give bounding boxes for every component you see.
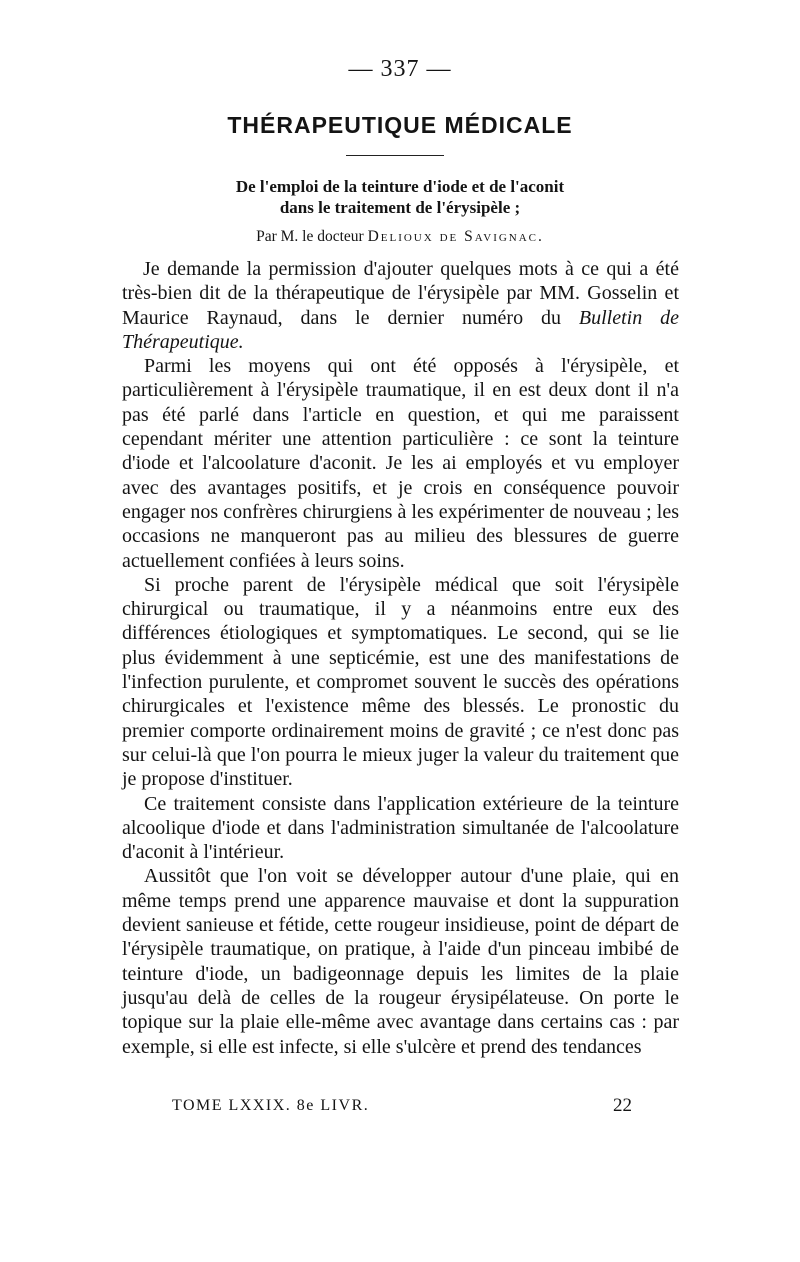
paragraph-2: Parmi les moyens qui ont été opposés à l'érysipèle, et particulièrement à l'érysipèle traumatique, il en est deux dont il n'a pas été parlé dans l'article en question, et qui me paraissent cependant mériter une attention particulière : ce sont la teinture d'iode et l'alcoolature d'aconit. Je les ai employés et vu employer avec des avantages positifs, et je crois en conséquence pouvoir engager nos confrères chirurgiens à les expérimenter de nouveau ; les occasions ne manqueront pas au milieu des blessures de guerre actuellement confiées à leurs soins.: [122, 355, 679, 572]
paragraph-4: Ce traitement consiste dans l'application extérieure de la teinture alcoolique d'iode et dans l'administration simultanée de l'alcoolature d'aconit à l'intérieur.: [122, 792, 679, 864]
article-title-line-2: dans le traitement de l'érysipèle ;: [279, 198, 521, 217]
paragraph-1-text: Je demande la permission d'ajouter quelques mots à ce qui a été très-bien dit de la thérapeutique de l'érysipèle par MM. Gosselin et Maurice Raynaud, dans le dernier numéro du: [122, 258, 679, 329]
paragraph-1: [122, 257, 679, 354]
page-number: — 337 —: [348, 56, 452, 82]
article-body: [122, 257, 679, 1059]
signature-mark: 22: [613, 1095, 632, 1116]
journal-title: Bulletin de Thérapeutique.: [122, 306, 679, 353]
byline: [120, 228, 680, 246]
title-rule: [346, 155, 444, 156]
page-footer: [172, 1097, 632, 1115]
paragraph-3: Si proche parent de l'érysipèle médical que soit l'érysipèle chirurgical ou traumatique, il y a néanmoins entre eux des différences étiologiques et symptomatiques. Le second, qui se lie plus évidemment à une septicémie, est une des manifestations de l'infection purulente, et compromet souvent le succès des opérations chirurgicales et l'existence même des blessés. Le pronostic du premier comporte ordinairement moins de gravité ; ce n'est donc pas sur celui-là que l'on pourra le mieux juger la valeur du traitement que je propose d'instituer.: [122, 573, 679, 791]
article-title-line-1: De l'emploi de la teinture d'iode et de l'aconit: [235, 177, 565, 196]
section-title: THÉRAPEUTIQUE MÉDICALE: [227, 112, 573, 138]
article-title: [120, 176, 680, 218]
author-name: Delioux de Savignac.: [367, 228, 544, 245]
byline-prefix: Par M. le docteur: [256, 228, 364, 245]
volume-info: TOME LXXIX. 8e LIVR.: [172, 1097, 370, 1114]
paragraph-5: Aussitôt que l'on voit se développer autour d'une plaie, qui en même temps prend une apparence mauvaise et dont la suppuration devient sanieuse et fétide, cette rougeur insidieuse, point de départ de l'érysipèle traumatique, on pratique, à l'aide d'un pinceau imbibé de teinture d'iode, un badigeonnage depuis les limites de la plaie jusqu'au delà de celles de la rougeur érysipélateuse. On porte le topique sur la plaie elle-même avec avantage dans certains cas : par exemple, si elle est infecte, si elle s'ulcère et prend des tendances: [122, 865, 679, 1058]
